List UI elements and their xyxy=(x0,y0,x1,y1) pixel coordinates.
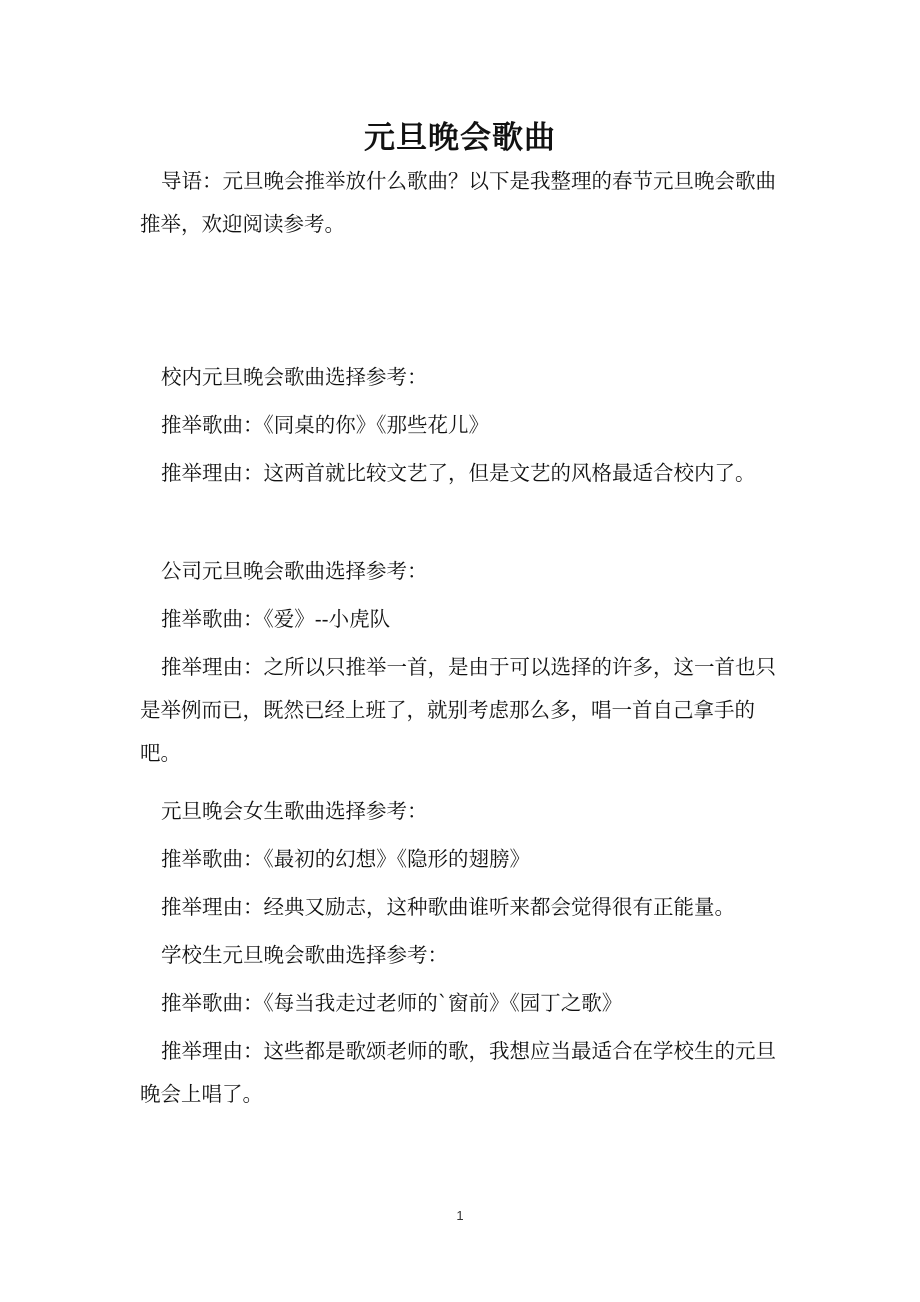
section-heading-students: 学校生元旦晚会歌曲选择参考： xyxy=(161,943,448,967)
section-songs-campus: 推举歌曲：《同桌的你》《那些花儿》 xyxy=(161,413,489,437)
section-songs-girls: 推举歌曲：《最初的幻想》《隐形的翅膀》 xyxy=(161,847,530,871)
section-heading-girls: 元旦晚会女生歌曲选择参考： xyxy=(161,799,428,823)
page-number: 1 xyxy=(456,1208,464,1223)
section-reason-campus: 推举理由：这两首就比较文艺了，但是文艺的风格最适合校内了。 xyxy=(161,461,756,485)
section-heading-campus: 校内元旦晚会歌曲选择参考： xyxy=(161,365,428,389)
document-title: 元旦晚会歌曲 xyxy=(364,120,556,156)
section-reason-girls: 推举理由：经典又励志，这种歌曲谁听来都会觉得很有正能量。 xyxy=(161,895,735,919)
section-songs-students: 推举歌曲：《每当我走过老师的`窗前》《园丁之歌》 xyxy=(161,991,623,1015)
intro-paragraph: 导语：元旦晚会推举放什么歌曲？以下是我整理的春节元旦晚会歌曲推举，欢迎阅读参考。 xyxy=(140,169,776,236)
section-reason-students: 推举理由：这些都是歌颂老师的歌，我想应当最适合在学校生的元旦晚会上唱了。 xyxy=(140,1039,776,1106)
section-reason-company: 推举理由：之所以只推举一首，是由于可以选择的许多，这一首也只是举例而已，既然已经上班了，就别考虑那么多，唱一首自己拿手的吧。 xyxy=(140,655,776,765)
section-heading-company: 公司元旦晚会歌曲选择参考： xyxy=(161,559,428,583)
section-songs-company: 推举歌曲：《爱》--小虎队 xyxy=(161,607,391,631)
